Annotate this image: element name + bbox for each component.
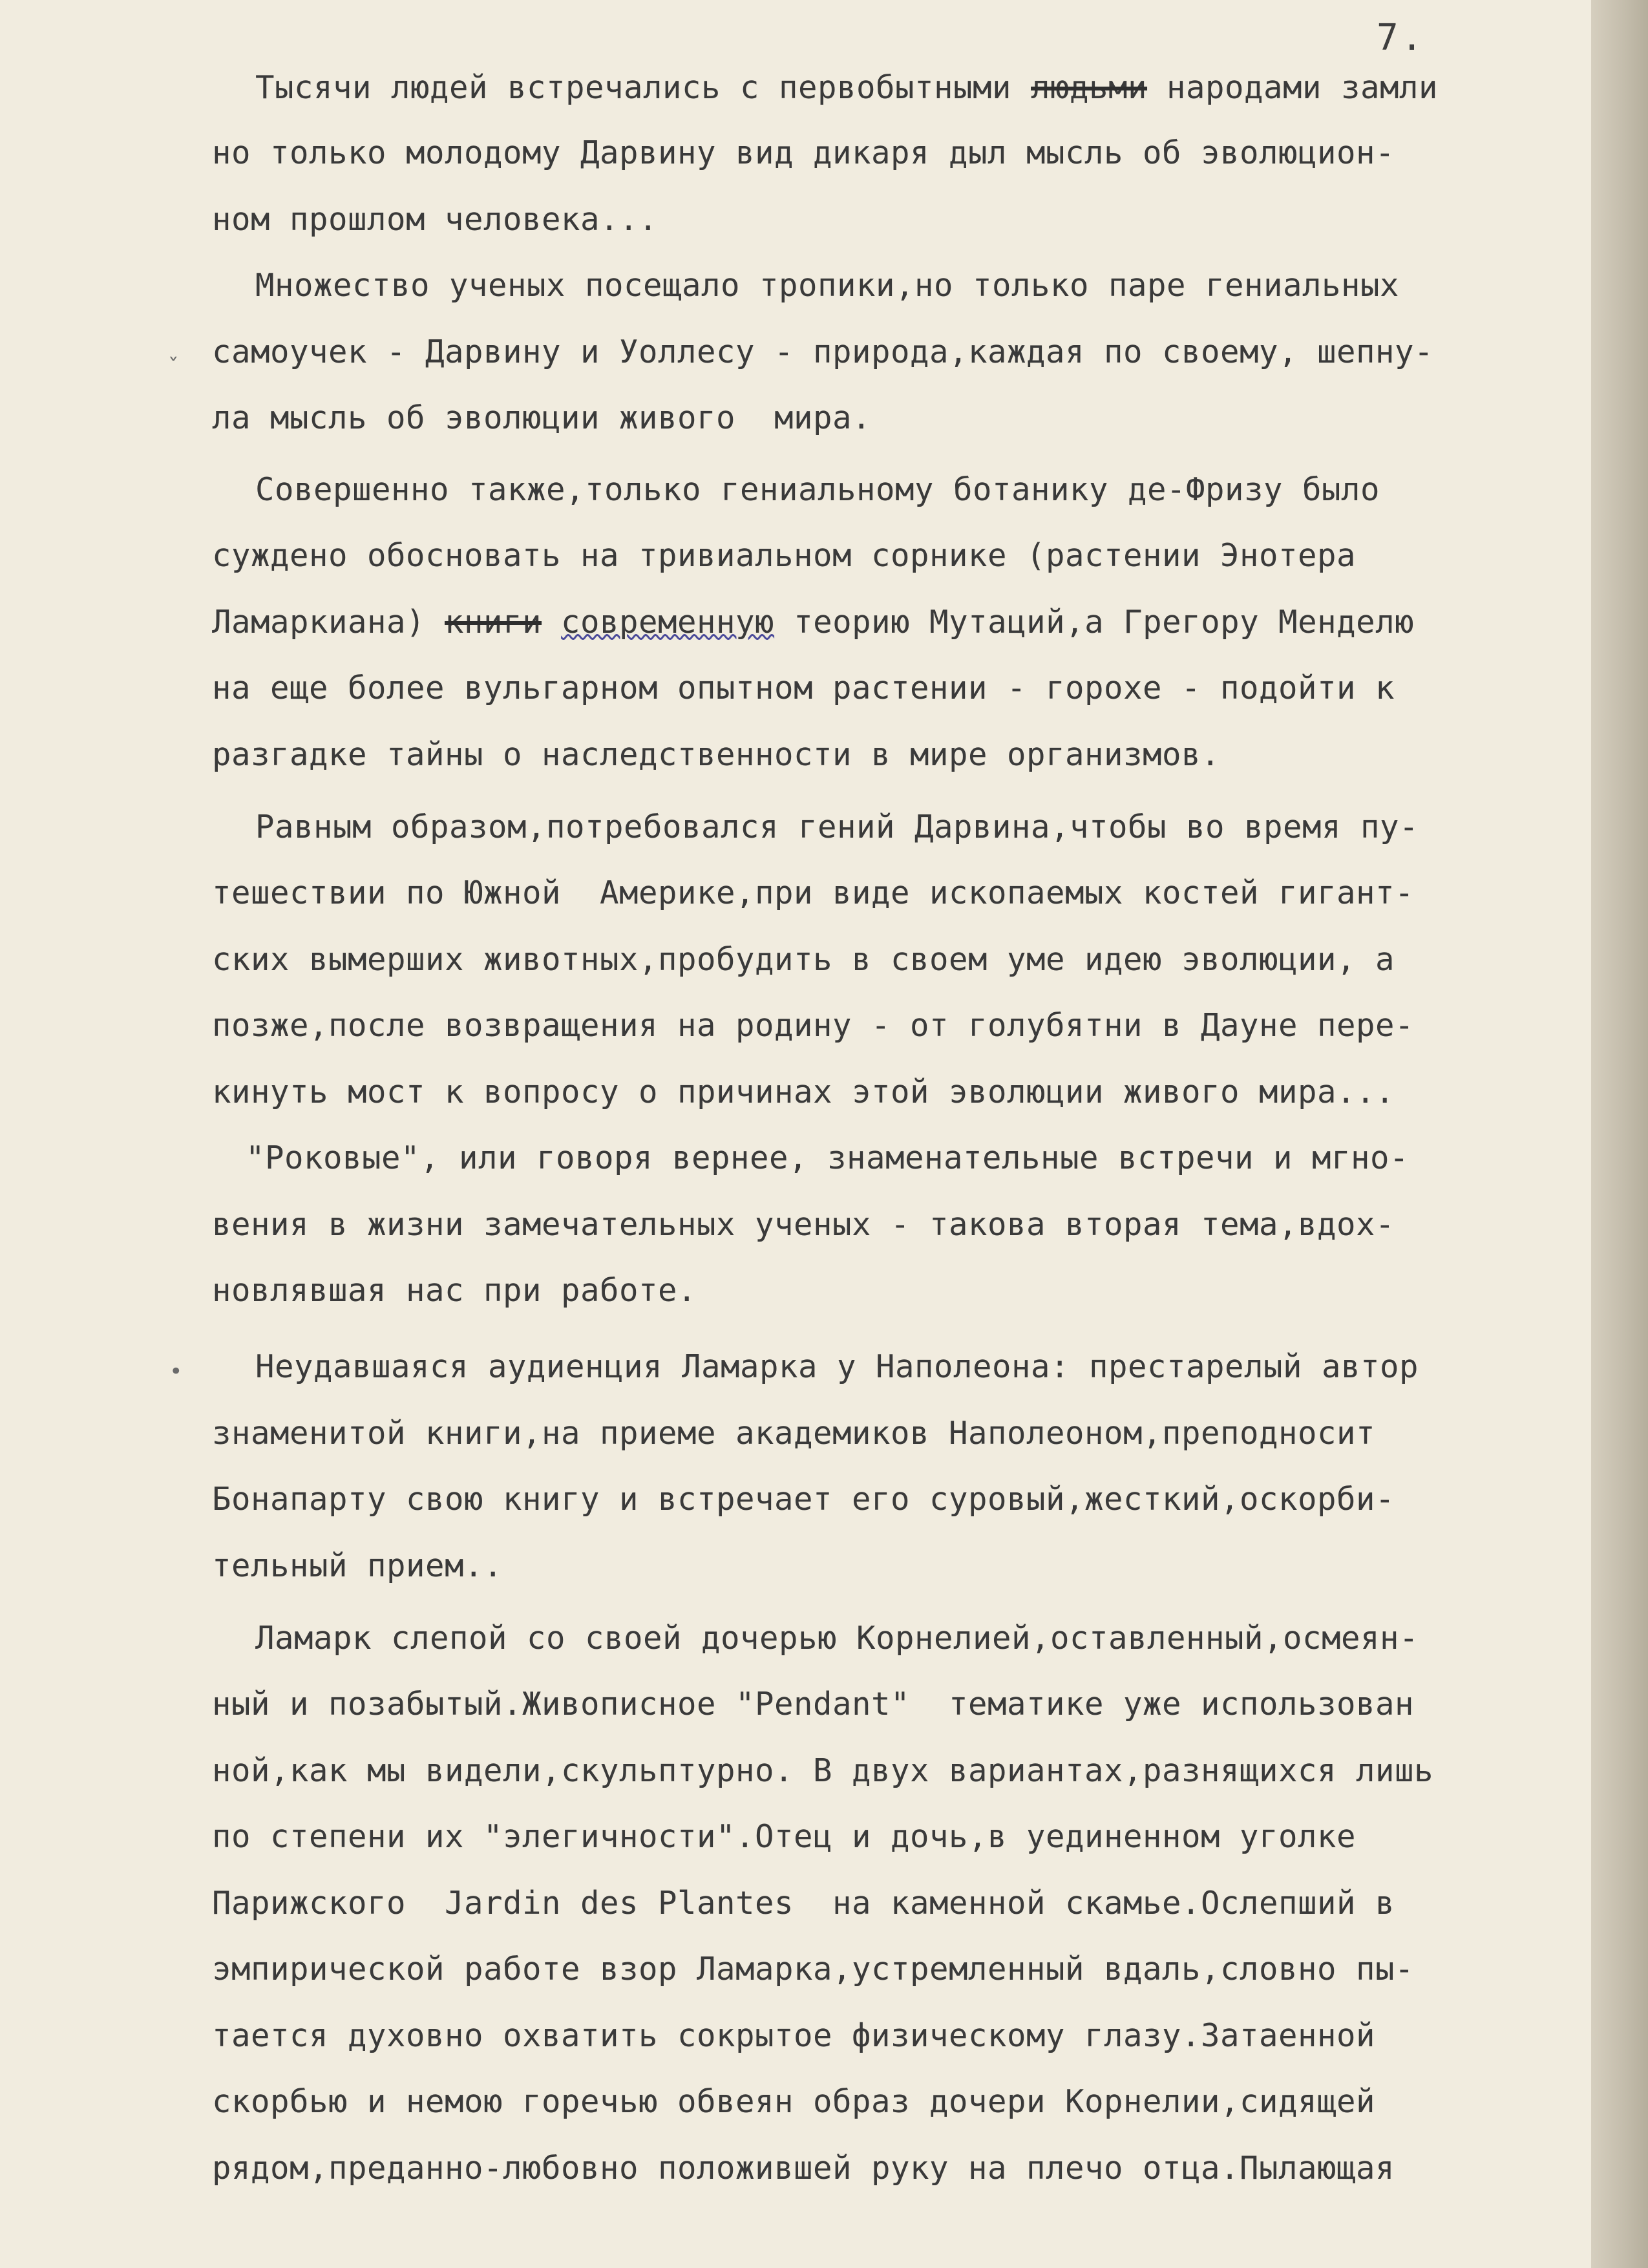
page-number: 7. xyxy=(1377,17,1426,59)
text-line: Множество ученых посещало тропики,но только паре гениальных xyxy=(255,267,1400,304)
text-line: ный и позабытый.Живописное "Pendant" тематике уже использован xyxy=(212,1686,1415,1722)
background-edge xyxy=(1591,0,1648,2268)
text-line xyxy=(212,603,1414,642)
struck-word: книги xyxy=(445,604,542,641)
text-line: скорбью и немою горечью обвеян образ дочери Корнелии,сидящей xyxy=(212,2083,1376,2120)
text-line: но только молодому Дарвину вид дикаря дыл мысль об эволюцион- xyxy=(212,134,1395,171)
text-line: Ламарк слепой со своей дочерью Корнелией,оставленный,осмеян- xyxy=(255,1620,1419,1657)
text-segment: Тысячи людей встречались с первобытными xyxy=(255,69,1031,106)
text-line: эмпирической работе взор Ламарка,устремленный вдаль,словно пы- xyxy=(212,1951,1415,1987)
text-line: на еще более вульгарном опытном растении - горохе - подойти к xyxy=(212,670,1395,706)
text-segment: народами замли xyxy=(1147,69,1439,106)
text-line: Парижского Jardin des Plantes на каменной скамье.Ослепший в xyxy=(212,1885,1395,1922)
text-line: Неудавшаяся аудиенция Ламарка у Наполеона: престарелый автор xyxy=(255,1348,1419,1385)
text-line: "Роковые", или говоря вернее, знаменательные встречи и мгно- xyxy=(246,1139,1410,1176)
text-segment: Ламаркиана) xyxy=(212,604,445,641)
text-line xyxy=(255,69,1438,107)
text-line: Бонапарту свою книгу и встречает его суровый,жесткий,оскорби- xyxy=(212,1481,1395,1518)
text-line: позже,после возвращения на родину - от голубятни в Дауне пере- xyxy=(212,1007,1415,1044)
text-segment xyxy=(542,604,561,641)
text-line: вения в жизни замечательных ученых - такова вторая тема,вдох- xyxy=(212,1206,1395,1243)
text-line: тается духовно охватить сокрытое физическому глазу.Затаенной xyxy=(212,2017,1376,2054)
text-line: самоучек - Дарвину и Уоллесу - природа,каждая по своему, шепну- xyxy=(212,334,1434,370)
text-line: ной,как мы видели,скульптурно. В двух вариантах,разнящихся лишь xyxy=(212,1752,1434,1789)
text-line: разгадке тайны о наследственности в мире организмов. xyxy=(212,736,1221,773)
text-line: ла мысль об эволюции живого мира. xyxy=(212,399,872,436)
text-line: Равным образом,потребовался гений Дарвина,чтобы во время пу- xyxy=(255,809,1419,845)
text-line: тешествии по Южной Америке,при виде ископаемых костей гигант- xyxy=(212,874,1415,911)
text-line: суждено обосновать на тривиальном сорнике (растении Энотера xyxy=(212,537,1357,574)
text-line: кинуть мост к вопросу о причинах этой эволюции живого мира... xyxy=(212,1074,1395,1110)
underlined-word: современную xyxy=(561,604,775,641)
margin-dot-mark: • xyxy=(169,1359,183,1384)
text-line: Совершенно также,только гениальному ботанику де-Фризу было xyxy=(255,471,1380,508)
text-line: знаменитой книги,на приеме академиков Наполеоном,преподносит xyxy=(212,1415,1376,1452)
struck-word: людьми xyxy=(1031,69,1148,106)
text-line: ном прошлом человека... xyxy=(212,201,659,238)
margin-tick-mark: ˇ xyxy=(167,354,180,380)
text-line: по степени их "элегичности".Отец и дочь,в уединенном уголке xyxy=(212,1818,1357,1855)
text-line: ских вымерших животных,пробудить в своем уме идею эволюции, а xyxy=(212,941,1395,978)
text-line: тельный прием.. xyxy=(212,1547,503,1584)
text-line: рядом,преданно-любовно положившей руку на плечо отца.Пылающая xyxy=(212,2150,1395,2187)
text-segment: теорию Мутаций,а Грегору Менделю xyxy=(774,604,1415,641)
text-line: новлявшая нас при работе. xyxy=(212,1272,697,1309)
